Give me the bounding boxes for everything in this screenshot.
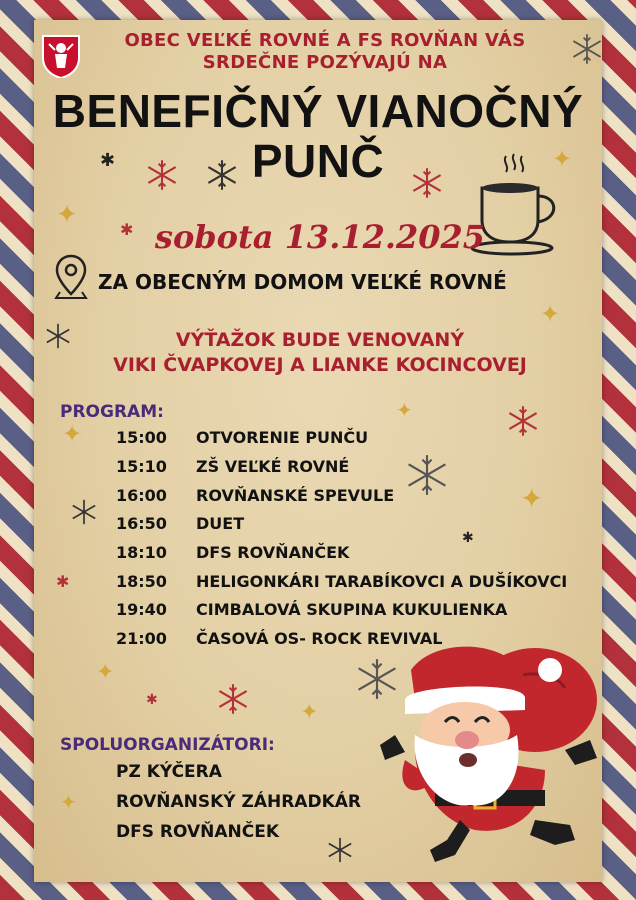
snowflake-icon bbox=[404, 452, 450, 498]
program-time: 15:00 bbox=[116, 428, 167, 447]
crest-icon bbox=[41, 34, 81, 78]
invitation-line-1: OBEC VEĽKÉ ROVNÉ A FS ROVŇAN VÁS bbox=[124, 30, 526, 51]
program-time: 15:10 bbox=[116, 457, 167, 476]
sparkle-icon: ✦ bbox=[96, 660, 115, 685]
sparkle-icon: ✦ bbox=[300, 700, 319, 725]
title-line-2: PUNČ bbox=[251, 135, 385, 187]
proceeds-note bbox=[60, 328, 580, 378]
program-time: 19:40 bbox=[116, 600, 167, 619]
snowflake-icon bbox=[506, 404, 540, 438]
proceeds-line-2: VIKI ČVAPKOVEJ A LIANKE KOCINCOVEJ bbox=[113, 354, 527, 376]
snowflake-icon bbox=[354, 656, 400, 702]
program-time: 18:10 bbox=[116, 543, 167, 562]
snowflake-icon bbox=[44, 322, 72, 350]
snowflake-icon bbox=[326, 836, 354, 864]
program-time: 16:00 bbox=[116, 486, 167, 505]
program-row bbox=[116, 600, 606, 622]
program-row bbox=[116, 543, 606, 565]
program-row bbox=[116, 514, 606, 536]
invitation-header bbox=[90, 30, 560, 74]
program-activity: DFS ROVŇANČEK bbox=[196, 543, 350, 562]
coorganizer-item: DFS ROVŇANČEK bbox=[116, 822, 280, 842]
snowflake-icon bbox=[70, 498, 98, 526]
program-time: 18:50 bbox=[116, 572, 167, 591]
program-row bbox=[116, 572, 606, 594]
coorganizers-heading: SPOLUORGANIZÁTORI: bbox=[60, 735, 275, 755]
program-heading: PROGRAM: bbox=[60, 402, 164, 422]
sparkle-icon: ✦ bbox=[62, 420, 83, 448]
location-pin-icon bbox=[54, 254, 88, 300]
program-activity: ČASOVÁ OS- ROCK REVIVAL bbox=[196, 629, 443, 648]
coorganizer-item: PZ KÝČERA bbox=[116, 762, 222, 782]
program-activity: CIMBALOVÁ SKUPINA KUKULIENKA bbox=[196, 600, 508, 619]
snowflake-icon bbox=[410, 166, 444, 200]
program-time: 16:50 bbox=[116, 514, 167, 533]
sparkle-icon: ✦ bbox=[520, 482, 544, 515]
snowflake-icon bbox=[216, 682, 250, 716]
title-line-1: BENEFIČNÝ VIANOČNÝ bbox=[52, 85, 584, 137]
snowflake-icon bbox=[205, 158, 239, 192]
program-row bbox=[116, 457, 606, 479]
program-activity: ROVŇANSKÉ SPEVULE bbox=[196, 486, 395, 505]
program-activity: HELIGONKÁRI TARABÍKOVCI A DUŠÍKOVCI bbox=[196, 572, 568, 591]
program-activity: DUET bbox=[196, 514, 245, 533]
event-date: sobota 13.12.2025 bbox=[154, 218, 486, 256]
snowflake-icon bbox=[145, 158, 179, 192]
proceeds-line-1: VÝŤAŽOK BUDE VENOVANÝ bbox=[175, 329, 465, 351]
sparkle-icon: ✱ bbox=[56, 572, 70, 591]
sparkle-icon: ✱ bbox=[462, 530, 474, 546]
sparkle-icon: ✱ bbox=[120, 220, 134, 239]
sparkle-icon: ✦ bbox=[552, 145, 573, 173]
sparkle-icon: ✱ bbox=[146, 692, 158, 708]
sparkle-icon: ✦ bbox=[56, 200, 78, 230]
sparkle-icon: ✦ bbox=[60, 790, 77, 814]
snowflake-icon bbox=[570, 32, 604, 66]
sparkle-icon: ✦ bbox=[396, 398, 413, 422]
coorganizer-item: ROVŇANSKÝ ZÁHRADKÁR bbox=[116, 792, 361, 812]
sparkle-icon: ✦ bbox=[540, 300, 561, 328]
invitation-line-2: SRDEČNE POZÝVAJÚ NA bbox=[202, 52, 448, 73]
program-time: 21:00 bbox=[116, 629, 167, 648]
program-activity: ZŠ VEĽKÉ ROVNÉ bbox=[196, 457, 350, 476]
event-location: ZA OBECNÝM DOMOM VEĽKÉ ROVNÉ bbox=[98, 270, 507, 294]
sparkle-icon: ✱ bbox=[100, 150, 116, 171]
program-activity: OTVORENIE PUNČU bbox=[196, 428, 369, 447]
santa-claus-icon bbox=[375, 640, 605, 880]
